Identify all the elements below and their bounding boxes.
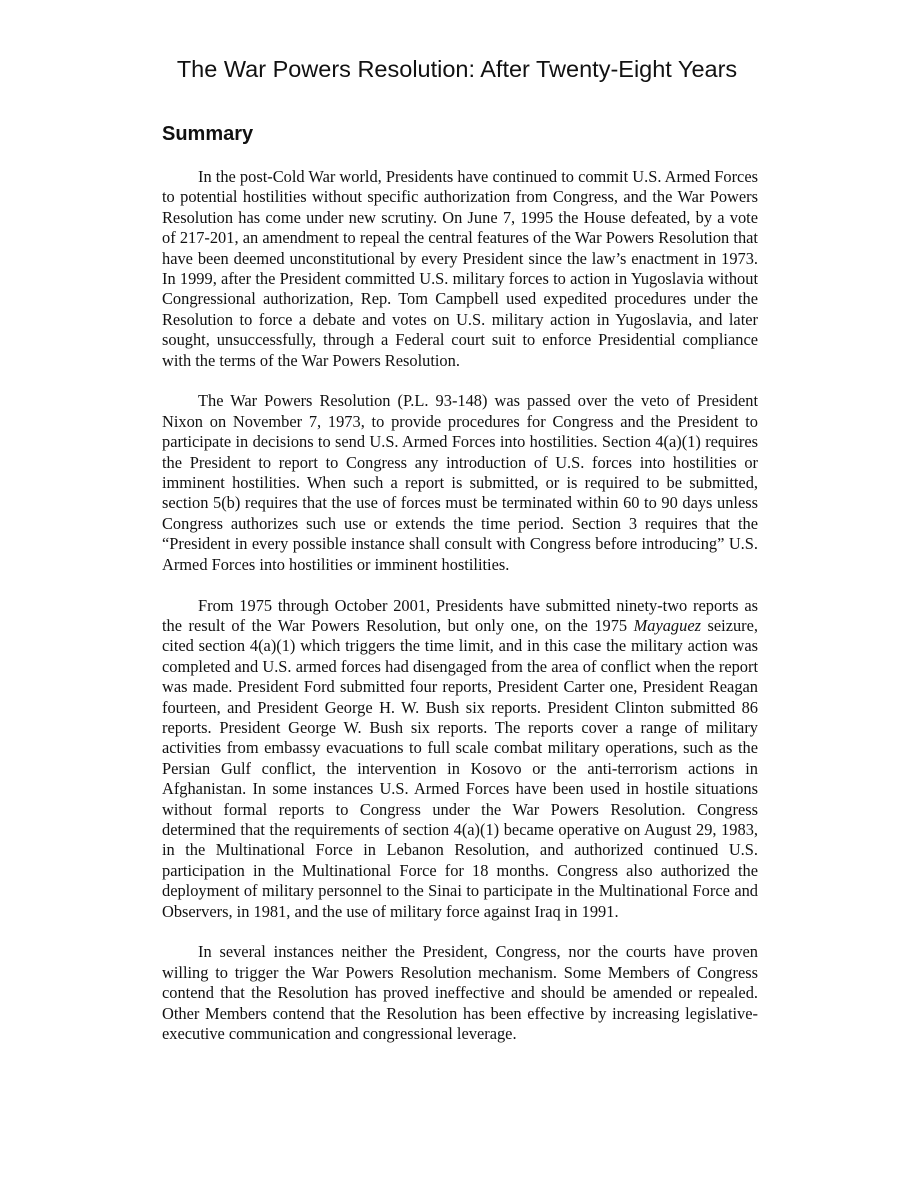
paragraph-2: The War Powers Resolution (P.L. 93-148) was passed over the veto of President Nixon on November 7, 1973, to provide procedures for Congress and the President to participate in decisions to send U.S. Armed Forces into hostilities. Section 4(a)(1) requires the President to report to Congress any introduction of U.S. forces into hostilities or imminent hostilities. When such a report is submitted, or is required to be submitted, section 5(b) requires that the use of forces must be terminated within 60 to 90 days unless Congress authorizes such use or extends the time period. Section 3 requires that the “President in every possible instance shall consult with Congress before introducing” U.S. Armed Forces into hostilities or imminent hostilities. <box>162 391 758 574</box>
paragraph-3 <box>162 596 758 923</box>
paragraph-3-text-after: seizure, cited section 4(a)(1) which triggers the time limit, and in this case the military action was completed and U.S. armed forces had disengaged from the area of conflict when the report was made. President Ford submitted four reports, President Carter one, President Reagan fourteen, and President George H. W. Bush six reports. President Clinton submitted 86 reports. President George W. Bush six reports. The reports cover a range of military activities from embassy evacuations to full scale combat military operations, such as the Persian Gulf conflict, the intervention in Kosovo or the anti-terrorism actions in Afghanistan. In some instances U.S. Armed Forces have been used in hostile situations without formal reports to Congress under the War Powers Resolution. Congress determined that the requirements of section 4(a)(1) became operative on August 29, 1983, in the Multinational Force in Lebanon Resolution, and authorized continued U.S. participation in the Multinational Force for 18 months. Congress also authorized the deployment of military personnel to the Sinai to participate in the Multinational Force and Observers, in 1981, and the use of military force against Iraq in 1991. <box>162 615 758 921</box>
paragraph-1: In the post-Cold War world, Presidents have continued to commit U.S. Armed Forces to potential hostilities without specific authorization from Congress, and the War Powers Resolution has come under new scrutiny. On June 7, 1995 the House defeated, by a vote of 217-201, an amendment to repeal the central features of the War Powers Resolution that have been deemed unconstitutional by every President since the law’s enactment in 1973. In 1999, after the President committed U.S. military forces to action in Yugoslavia without Congressional authorization, Rep. Tom Campbell used expedited procedures under the Resolution to force a debate and votes on U.S. military action in Yugoslavia, and later sought, unsuccessfully, through a Federal court suit to enforce Presidential compliance with the terms of the War Powers Resolution. <box>162 167 758 370</box>
section-heading-summary: Summary <box>162 123 254 145</box>
document-title: The War Powers Resolution: After Twenty-Eight Years <box>176 56 738 82</box>
summary-body <box>162 167 758 1065</box>
paragraph-3-italic-term: Mayaguez <box>633 615 701 635</box>
paragraph-3-text-before: From 1975 through October 2001, Presidents have submitted ninety-two reports as the result of the War Powers Resolution, but only one, on the 1975 <box>162 595 758 635</box>
paragraph-4: In several instances neither the President, Congress, nor the courts have proven willing to trigger the War Powers Resolution mechanism. Some Members of Congress contend that the Resolution has proved ineffective and should be amended or repealed. Other Members contend that the Resolution has been effective by increasing legislative-executive communication and congressional leverage. <box>162 942 758 1044</box>
